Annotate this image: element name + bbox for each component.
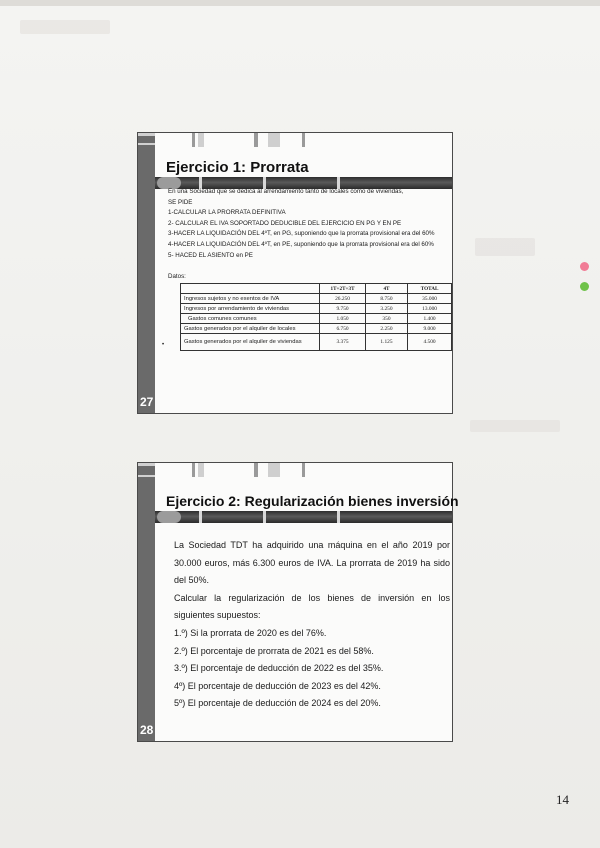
scan-shadow: [20, 20, 110, 34]
table-cell: 8.750: [365, 294, 407, 304]
table-row: [181, 324, 452, 334]
list-item: 2.º) El porcentaje de prorrata de 2021 es del 58%.: [174, 645, 374, 656]
title-underline-band: [155, 511, 452, 523]
table-row: [181, 304, 452, 314]
statement-paragraph: Calcular la regularización de los bienes de inversión en los siguientes supuestos:: [174, 592, 450, 621]
table-cell: 3.250: [365, 304, 407, 314]
page-number: 14: [556, 792, 569, 807]
statement-line: 5- HACED EL ASIENTO en PE: [168, 251, 253, 259]
list-item: 4º) El porcentaje de deducción de 2023 es del 42%.: [174, 680, 381, 691]
exercise-statement: [174, 537, 450, 713]
scan-shadow: [475, 238, 535, 256]
table-header: TOTAL: [408, 284, 452, 294]
table-cell: 4.500: [408, 334, 452, 351]
table-cell: Gastos generados por el alquiler de locales: [181, 324, 320, 334]
slide-number: 28: [140, 723, 154, 737]
table-cell: 1.050: [320, 314, 366, 324]
table-header: [181, 284, 320, 294]
list-item: 3.º) El porcentaje de deducción de 2022 es del 35%.: [174, 663, 384, 674]
table-cell: 3.375: [320, 334, 366, 351]
slide-27: [137, 132, 453, 414]
table-cell: 2.250: [365, 324, 407, 334]
list-item: 5º) El porcentaje de deducción de 2024 es del 20%.: [174, 698, 381, 709]
table-header-row: [181, 284, 452, 294]
table-row: [181, 334, 452, 351]
slide-number: 27: [140, 395, 154, 409]
table-header: 4T: [365, 284, 407, 294]
scan-shadow: [470, 420, 560, 432]
scan-edge: [0, 0, 600, 6]
statement-line: 1-CALCULAR LA PRORRATA DEFINITIVA: [168, 209, 286, 217]
table-header: 1T+2T+3T: [320, 284, 366, 294]
table-cell: 26.250: [320, 294, 366, 304]
slide-title: Ejercicio 2: Regularización bienes inversión: [166, 493, 459, 509]
table-cell: Ingresos sujetos y no exentos de IVA: [181, 294, 320, 304]
slide-title: Ejercicio 1: Prorrata: [166, 159, 309, 176]
table-cell: 9.000: [408, 324, 452, 334]
table-cell: 13.000: [408, 304, 452, 314]
pink-marker-dot: [580, 262, 589, 271]
statement-line: 4-HACER LA LIQUIDACIÓN DEL 4ºT, en PE, suponiendo que la prorrata provisional era del 60%: [168, 240, 434, 248]
statement-line: En una Sociedad que se dedica al arrendamiento tanto de locales como de viviendas,: [168, 188, 404, 195]
table-row: [181, 294, 452, 304]
data-label: Datos:: [168, 273, 186, 280]
table-cell: 6.750: [320, 324, 366, 334]
data-table: [180, 283, 452, 351]
stray-bullet: •: [162, 342, 165, 348]
exercise-statement: [168, 187, 448, 261]
green-marker-dot: [580, 282, 589, 291]
table-cell: 350: [365, 314, 407, 324]
table-cell: Ingresos por arrendamiento de viviendas: [181, 304, 320, 314]
table-cell: Gastos generados por el alquiler de viviendas: [181, 334, 320, 351]
statement-paragraph: La Sociedad TDT ha adquirido una máquina en el año 2019 por 30.000 euros, más 6.300 euros de IVA. La prorrata de 2019 ha sido del 50%.: [174, 540, 450, 586]
table-cell: 35.000: [408, 294, 452, 304]
table-cell: 1.125: [365, 334, 407, 351]
table-cell: Gastos comunes comunes: [181, 314, 320, 324]
table-cell: 1.400: [408, 314, 452, 324]
statement-line: SE PIDE: [168, 198, 193, 206]
slide-sidebar: [138, 463, 155, 741]
statement-line: 3-HACER LA LIQUIDACIÓN DEL 4ºT, en PG, suponiendo que la prorrata provisional era del 60%: [168, 230, 435, 238]
slide-sidebar: [138, 133, 155, 413]
list-item: 1.º) Si la prorrata de 2020 es del 76%.: [174, 627, 327, 638]
statement-line: 2- CALCULAR EL IVA SOPORTADO DEDUCIBLE DEL EJERCICIO EN PG Y EN PE: [168, 219, 402, 227]
table-cell: 9.750: [320, 304, 366, 314]
table-row: [181, 314, 452, 324]
slide-28: [137, 462, 459, 742]
